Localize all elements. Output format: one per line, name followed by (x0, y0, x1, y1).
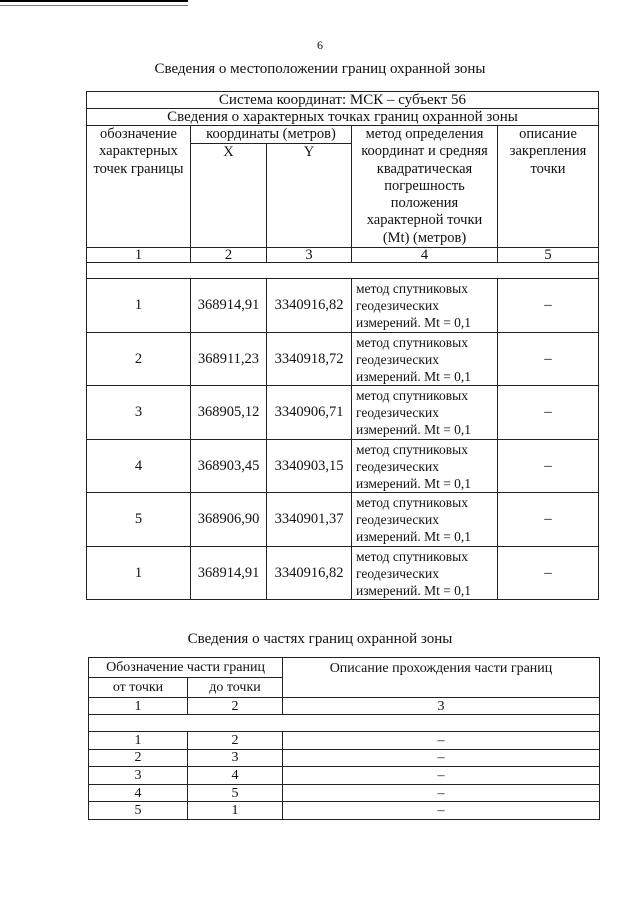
from-point-header: от точки (89, 678, 188, 698)
top-left-rule (0, 0, 188, 2)
description-cell: – (283, 749, 600, 767)
fixing-cell: – (498, 546, 599, 600)
table-row (89, 767, 600, 785)
point-cell: 2 (87, 332, 191, 386)
spacer-row (87, 263, 599, 279)
table-row (87, 546, 599, 600)
point-cell: 1 (87, 546, 191, 600)
from-cell: 4 (89, 784, 188, 802)
column-number: 5 (498, 248, 599, 263)
section1-title: Сведения о местоположении границ охранной зоны (154, 61, 486, 77)
y-cell: 3340916,82 (267, 546, 352, 600)
point-cell: 5 (87, 493, 191, 547)
table-row (89, 784, 600, 802)
column-number-row (87, 248, 599, 263)
spacer-row (89, 715, 600, 732)
x-cell: 368905,12 (191, 386, 267, 440)
y-cell: 3340906,71 (267, 386, 352, 440)
fixing-header: описание закрепления точки (498, 126, 599, 248)
column-number: 1 (89, 698, 188, 715)
y-cell: 3340916,82 (267, 279, 352, 333)
x-cell: 368911,23 (191, 332, 267, 386)
x-cell: 368914,91 (191, 546, 267, 600)
x-cell: 368914,91 (191, 279, 267, 333)
spacer-cell (89, 715, 600, 732)
description-header: Описание прохождения части границ (283, 658, 600, 698)
column-number: 4 (352, 248, 498, 263)
table-row (87, 386, 599, 440)
method-cell: метод спутниковых геодезических измерений. Mt = 0,1 (352, 493, 498, 547)
to-cell: 3 (188, 749, 283, 767)
table-row (87, 332, 599, 386)
table-title-header: Сведения о характерных точках границ охранной зоны (87, 109, 599, 126)
column-number: 3 (283, 698, 600, 715)
to-cell: 5 (188, 784, 283, 802)
fixing-cell: – (498, 386, 599, 440)
description-cell: – (283, 732, 600, 750)
from-cell: 1 (89, 732, 188, 750)
y-cell: 3340903,15 (267, 439, 352, 493)
part-designation-header: Обозначение части границ (89, 658, 283, 678)
description-cell: – (283, 802, 600, 820)
fixing-cell: – (498, 279, 599, 333)
y-cell: 3340901,37 (267, 493, 352, 547)
to-cell: 2 (188, 732, 283, 750)
table-row (89, 802, 600, 820)
y-cell: 3340918,72 (267, 332, 352, 386)
to-point-header: до точки (188, 678, 283, 698)
table-row (89, 749, 600, 767)
point-cell: 3 (87, 386, 191, 440)
point-cell: 1 (87, 279, 191, 333)
y-header: Y (267, 144, 352, 248)
from-cell: 3 (89, 767, 188, 785)
column-number: 2 (188, 698, 283, 715)
description-cell: – (283, 767, 600, 785)
table-row (89, 732, 600, 750)
table-row (87, 439, 599, 493)
top-left-rule-thin (0, 5, 188, 6)
x-header: X (191, 144, 267, 248)
boundary-parts-table (88, 657, 600, 820)
fixing-cell: – (498, 332, 599, 386)
designation-header: обозначение характерных точек границы (87, 126, 191, 248)
coord-system-header: Система координат: МСК – субъект 56 (87, 92, 599, 109)
from-cell: 5 (89, 802, 188, 820)
column-number: 2 (191, 248, 267, 263)
coords-header: координаты (метров) (191, 126, 352, 144)
table-row (87, 279, 599, 333)
point-cell: 4 (87, 439, 191, 493)
boundary-points-table (86, 91, 599, 600)
section2-title: Сведения о частях границ охранной зоны (187, 631, 453, 647)
column-number-row (89, 698, 600, 715)
x-cell: 368903,45 (191, 439, 267, 493)
fixing-cell: – (498, 493, 599, 547)
column-number: 3 (267, 248, 352, 263)
fixing-cell: – (498, 439, 599, 493)
method-header: метод определения координат и средняя квадратическая погрешность положения характерной точки (Mt) (метров) (352, 126, 498, 248)
column-number: 1 (87, 248, 191, 263)
x-cell: 368906,90 (191, 493, 267, 547)
method-cell: метод спутниковых геодезических измерений. Mt = 0,1 (352, 546, 498, 600)
page-number: 6 (317, 38, 323, 52)
method-cell: метод спутниковых геодезических измерений. Mt = 0,1 (352, 279, 498, 333)
description-cell: – (283, 784, 600, 802)
to-cell: 1 (188, 802, 283, 820)
method-cell: метод спутниковых геодезических измерений. Mt = 0,1 (352, 439, 498, 493)
table-row (87, 493, 599, 547)
method-cell: метод спутниковых геодезических измерений. Mt = 0,1 (352, 332, 498, 386)
spacer-cell (87, 263, 599, 279)
method-cell: метод спутниковых геодезических измерений. Mt = 0,1 (352, 386, 498, 440)
to-cell: 4 (188, 767, 283, 785)
from-cell: 2 (89, 749, 188, 767)
